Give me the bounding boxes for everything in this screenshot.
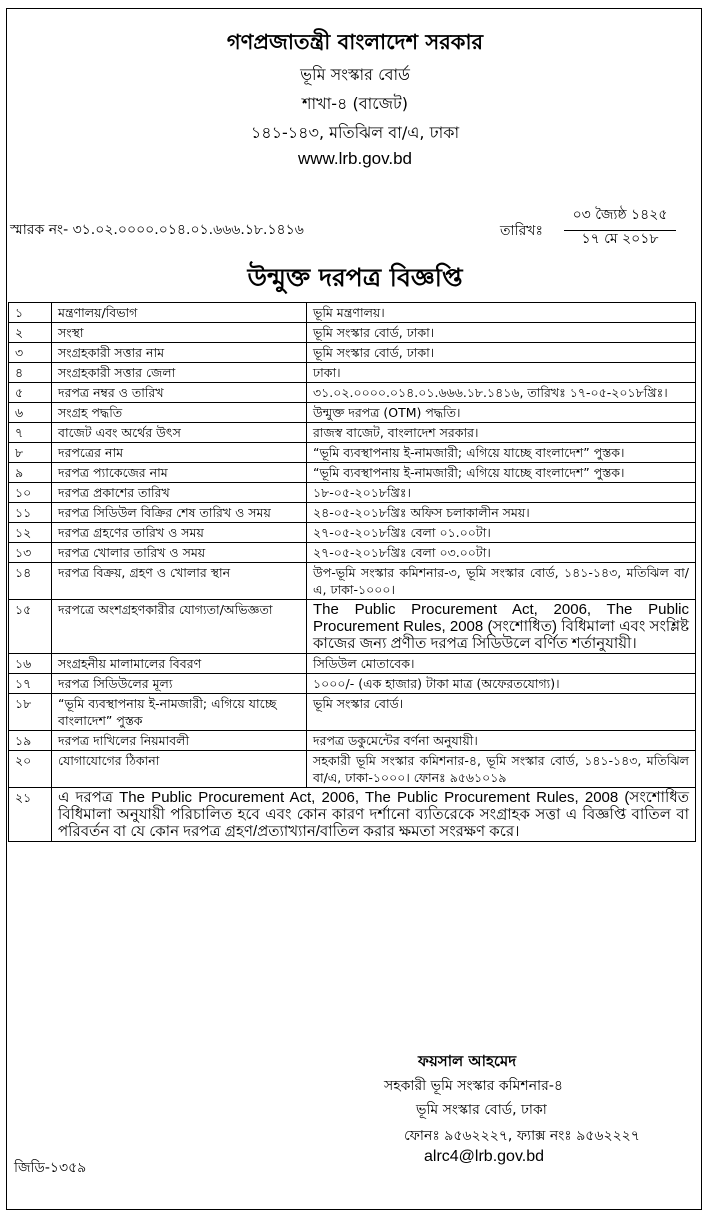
- row-value: রাজস্ব বাজেট, বাংলাদেশ সরকার।: [307, 423, 696, 443]
- row-number: ১১: [9, 503, 52, 523]
- row-label: দরপত্র বিক্রয়, গ্রহণ ও খোলার স্থান: [52, 563, 307, 600]
- table-row: [9, 423, 696, 443]
- row-label: দরপত্রের নাম: [52, 443, 307, 463]
- row-value: ভূমি মন্ত্রণালয়।: [307, 303, 696, 323]
- government-title: গণপ্রজাতন্ত্রী বাংলাদেশ সরকার: [226, 30, 484, 54]
- row-value: ১০০০/- (এক হাজার) টাকা মাত্র (অফেরতযোগ্য)।: [307, 674, 696, 694]
- table-row: [9, 363, 696, 383]
- row-number: ৫: [9, 383, 52, 403]
- table-row: [9, 600, 696, 654]
- row-value: ভূমি সংস্কার বোর্ড, ঢাকা।: [307, 343, 696, 363]
- row-number: ১২: [9, 523, 52, 543]
- row-label: মন্ত্রণালয়/বিভাগ: [52, 303, 307, 323]
- row-number: ১৮: [9, 694, 52, 731]
- row-value: ভূমি সংস্কার বোর্ড, ঢাকা।: [307, 323, 696, 343]
- row-number: ৭: [9, 423, 52, 443]
- row-label: দরপত্র প্যাকেজের নাম: [52, 463, 307, 483]
- office-address: ১৪১-১৪৩, মতিঝিল বা/এ, ঢাকা: [250, 123, 460, 142]
- row-number: ৩: [9, 343, 52, 363]
- row-value: ভূমি সংস্কার বোর্ড।: [307, 694, 696, 731]
- row-label: দরপত্র খোলার তারিখ ও সময়: [52, 543, 307, 563]
- row-label: “ভূমি ব্যবস্থাপনায় ই-নামজারী; এগিয়ে যাচ্ছে বাংলাদেশ” পুস্তক: [52, 694, 307, 731]
- row-label: দরপত্র নম্বর ও তারিখ: [52, 383, 307, 403]
- row-number: ১৬: [9, 654, 52, 674]
- table-row: [9, 694, 696, 731]
- row-label: বাজেট এবং অর্থের উৎস: [52, 423, 307, 443]
- table-row: [9, 403, 696, 423]
- table-row: [9, 343, 696, 363]
- row-value: ৩১.০২.০০০০.০১৪.০১.৬৬৬.১৮.১৪১৬, তারিখঃ ১৭-০৫-২০১৮খ্রিঃ।: [307, 383, 696, 403]
- table-row: [9, 523, 696, 543]
- row-number: ১৭: [9, 674, 52, 694]
- row-label: সংস্থা: [52, 323, 307, 343]
- row-number: ২১: [9, 788, 52, 842]
- table-row: [9, 483, 696, 503]
- row-number: ১৫: [9, 600, 52, 654]
- row-label: সংগ্রহ পদ্ধতি: [52, 403, 307, 423]
- row-label: সংগ্রহনীয় মালামালের বিবরণ: [52, 654, 307, 674]
- row-value: ২৭-০৫-২০১৮খ্রিঃ বেলা ০৩.০০টা।: [307, 543, 696, 563]
- table-row: [9, 443, 696, 463]
- row-number: ৬: [9, 403, 52, 423]
- row-label: সংগ্রহকারী সত্তার নাম: [52, 343, 307, 363]
- table-row: [9, 654, 696, 674]
- signatory-name: ফয়সাল আহমেদ: [418, 1052, 517, 1070]
- signatory-office: ভূমি সংস্কার বোর্ড, ঢাকা: [416, 1102, 547, 1118]
- row-value: ঢাকা।: [307, 363, 696, 383]
- table-row: [9, 543, 696, 563]
- memo-reference: স্মারক নং- ৩১.০২.০০০০.০১৪.০১.৬৬৬.১৮.১৪১৬: [10, 222, 304, 238]
- signatory-designation: সহকারী ভূমি সংস্কার কমিশনার-৪: [384, 1078, 563, 1094]
- row-number: ৮: [9, 443, 52, 463]
- row-value: “ভূমি ব্যবস্থাপনায় ই-নামজারী; এগিয়ে যাচ্ছে বাংলাদেশ” পুস্তক।: [307, 463, 696, 483]
- table-row: [9, 674, 696, 694]
- row-value: দরপত্র ডকুমেন্টের বর্ণনা অনুযায়ী।: [307, 731, 696, 751]
- row-value: সহকারী ভূমি সংস্কার কমিশনার-৪, ভূমি সংস্কার বোর্ড, ১৪১-১৪৩, মতিঝিল বা/এ, ঢাকা-১০০০। ফোনঃ ৯৫৬১০১৯: [307, 751, 696, 788]
- row-number: ২: [9, 323, 52, 343]
- table-row: [9, 751, 696, 788]
- row-number: ৯: [9, 463, 52, 483]
- row-value: উন্মুক্ত দরপত্র (OTM) পদ্ধতি।: [307, 403, 696, 423]
- table-row: [9, 731, 696, 751]
- date-label: তারিখঃ: [500, 223, 543, 239]
- row-label: যোগাযোগের ঠিকানা: [52, 751, 307, 788]
- branch-name: শাখা-৪ (বাজেট): [302, 94, 408, 113]
- row-value: ২৪-০৫-২০১৮খ্রিঃ অফিস চলাকালীন সময়।: [307, 503, 696, 523]
- row-number: ১০: [9, 483, 52, 503]
- final-clause-text: এ দরপত্র The Public Procurement Act, 2006, The Public Procurement Rules, 2008 (সংশোধিত বিধিমালা অনুযায়ী পরিচালিত হবে এবং কোন কারণ দর্শানো ব্যতিরেকে সংগ্রাহক সত্তা এ বিজ্ঞপ্তি বাতিল বা পরিবর্তন বা যে কোন দরপত্র গ্রহণ/প্রত্যাখ্যান/বাতিল করার ক্ষমতা সংরক্ষণ করে।: [52, 788, 696, 842]
- row-value: উপ-ভূমি সংস্কার কমিশনার-৩, ভূমি সংস্কার বোর্ড, ১৪১-১৪৩, মতিঝিল বা/এ, ঢাকা-১০০০।: [307, 563, 696, 600]
- table-row: [9, 383, 696, 403]
- row-label: দরপত্র সিডিউল বিক্রির শেষ তারিখ ও সময়: [52, 503, 307, 523]
- row-label: দরপত্র সিডিউলের মূল্য: [52, 674, 307, 694]
- gd-number: জিডি-১৩৫৯: [14, 1160, 87, 1176]
- row-value: ১৮-০৫-২০১৮খ্রিঃ।: [307, 483, 696, 503]
- row-label: দরপত্র দাখিলের নিয়মাবলী: [52, 731, 307, 751]
- row-number: ১: [9, 303, 52, 323]
- website-link[interactable]: www.lrb.gov.bd: [297, 149, 412, 168]
- tender-details-table: [8, 302, 696, 842]
- table-row: [9, 563, 696, 600]
- signatory-phone-fax: ফোনঃ ৯৫৬২২২৭, ফ্যাক্স নংঃ ৯৫৬২২২৭: [404, 1128, 640, 1144]
- row-value: The Public Procurement Act, 2006, The Public Procurement Rules, 2008 (সংশোধিত) বিধিমালা এবং সংশ্লিষ্ট কাজের জন্য প্রণীত দরপত্র সিডিউলে বর্ণিত শর্তানুযায়ী।: [307, 600, 696, 654]
- table-row-final: [9, 788, 696, 842]
- signatory-email[interactable]: alrc4@lrb.gov.bd: [424, 1148, 544, 1165]
- table-row: [9, 503, 696, 523]
- row-value: ২৭-০৫-২০১৮খ্রিঃ বেলা ০১.০০টা।: [307, 523, 696, 543]
- row-number: ৪: [9, 363, 52, 383]
- board-name: ভূমি সংস্কার বোর্ড: [300, 65, 410, 84]
- row-value: “ভূমি ব্যবস্থাপনায় ই-নামজারী; এগিয়ে যাচ্ছে বাংলাদেশ” পুস্তক।: [307, 443, 696, 463]
- row-number: ১৪: [9, 563, 52, 600]
- row-value: সিডিউল মোতাবেক।: [307, 654, 696, 674]
- row-label: দরপত্রে অংশগ্রহণকারীর যোগ্যতা/অভিজ্ঞতা: [52, 600, 307, 654]
- date-gregorian: ১৭ মে ২০১৮: [581, 231, 659, 247]
- row-number: ১৯: [9, 731, 52, 751]
- row-number: ২০: [9, 751, 52, 788]
- table-row: [9, 463, 696, 483]
- table-row: [9, 323, 696, 343]
- row-label: দরপত্র প্রকাশের তারিখ: [52, 483, 307, 503]
- table-row: [9, 303, 696, 323]
- row-label: সংগ্রহকারী সত্তার জেলা: [52, 363, 307, 383]
- row-number: ১৩: [9, 543, 52, 563]
- date-bangla: ০৩ জ্যৈষ্ঠ ১৪২৫: [564, 203, 676, 231]
- notice-title: উন্মুক্ত দরপত্র বিজ্ঞপ্তি: [247, 263, 463, 292]
- row-label: দরপত্র গ্রহণের তারিখ ও সময়: [52, 523, 307, 543]
